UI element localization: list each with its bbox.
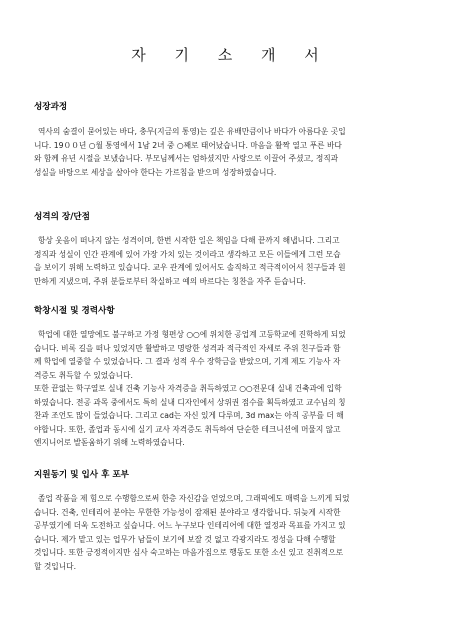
body-line: 니다. 19００년 ○월 통영에서 1남 2녀 중 ○째로 태어났습니다. 마음을 활짝 열고 푸른 바다	[34, 140, 342, 150]
body-line: 졸업 작품을 제 힘으로 수행함으로써 한층 자신감을 얻었으며, 그래픽에도 매력을 느끼게 되었	[38, 494, 350, 503]
body-line: 야합니다. 또한, 졸업과 동시에 실기 교사 자격증도 취득하여 단순한 테크니션에 머물지 않고	[34, 424, 341, 434]
body-line: 학업에 대한 열망에도 불구하고 가정 형편상 ○○에 위치한 공업계 고등학교에 진학하게 되었	[38, 330, 346, 339]
body-line: 만하게 지냈으며, 주위 분들로부터 착실하고 예의 바르다는 칭찬을 자주 듣습니다.	[34, 276, 306, 286]
body-line: 또한 끝없는 학구열로 실내 건축 기능사 자격증을 취득하였고 ○○전문대 실내 건축과에 입학	[34, 384, 342, 393]
section-body-school-career	[34, 328, 422, 450]
section-heading-motivation: 지원동기 및 입사 후 포부	[34, 470, 129, 480]
section-body-personality	[34, 234, 422, 288]
body-line: 께 학업에 열중할 수 있었습니다. 그 결과 성적 우수 장학금을 받았으며, 기계 제도 기능사 자	[34, 357, 341, 366]
body-line: 정직과 성실이 인간 관계에 있어 가장 가치 있는 것이라고 생각하고 모든 이들에게 그런 모습	[34, 249, 341, 259]
body-line: 하였습니다. 전공 과목 중에서도 특히 실내 디자인에서 상위권 점수를 획득하였고 교수님의 칭	[34, 397, 346, 407]
body-line: 격증도 취득할 수 있었습니다.	[34, 370, 133, 380]
document-title: 자 기 소 개 서	[131, 46, 331, 64]
section-heading-school-career: 학창시절 및 경력사항	[34, 306, 115, 316]
body-line: 와 함께 유년 시절을 보냈습니다. 부모님께서는 엄하셨지만 사랑으로 이끌어 주셨고, 정직과	[34, 154, 339, 163]
body-line: 공부였기에 더욱 도전하고 싶습니다. 어느 누구보다 인테리어에 대한 열정과 목표를 가지고 있	[34, 521, 346, 530]
body-line: 엔지니어로 발돋움하기 위해 노력하였습니다.	[34, 438, 185, 447]
body-line: 역사의 숨결이 묻어있는 바다, 충무(지금의 통영)는 깊은 유배만큼이나 바다가 아름다운 곳입	[38, 127, 346, 136]
section-body-growth	[34, 125, 422, 179]
body-line: 항상 웃음이 떠나지 않는 성격이며, 한번 시작한 일은 책임을 다해 끝까지 해냅니다. 그리고	[38, 236, 340, 245]
body-line: 습니다. 건축, 인테리어 분야는 무한한 가능성이 잠재된 분야라고 생각합니다. 뒤늦게 시작한	[34, 507, 341, 517]
body-line: 것입니다. 또한 긍정적이지만 심사 숙고하는 마음가짐으로 행동도 또한 소신 있고 진취적으로	[34, 548, 344, 557]
section-heading-personality: 성격의 장/단점	[34, 212, 90, 222]
body-line: 을 보이기 위해 노력하고 있습니다. 교우 관계에 있어서도 솔직하고 적극적이어서 친구들과 원	[34, 263, 346, 272]
section-body-motivation	[34, 492, 422, 573]
body-line: 습니다. 비록 길을 떠나 있었지만 활발하고 명랑한 성격과 적극적인 자세로 주위 친구들과 함	[34, 343, 341, 353]
body-line: 성실을 바탕으로 세상을 살아야 한다는 가르침을 받으며 성장하였습니다.	[34, 167, 277, 177]
section-heading-growth: 성장과정	[34, 102, 68, 112]
body-line: 습니다. 제가 맡고 있는 업무가 남들이 보기에 보잘 것 없고 각광지라도 정성을 다해 수행할	[34, 534, 336, 544]
body-line: 할 것입니다.	[34, 561, 77, 571]
body-line: 찬과 조언도 많이 들었습니다. 그리고 cad는 자신 있게 다루며, 3d max는 아직 공부를 더 해	[34, 411, 344, 420]
